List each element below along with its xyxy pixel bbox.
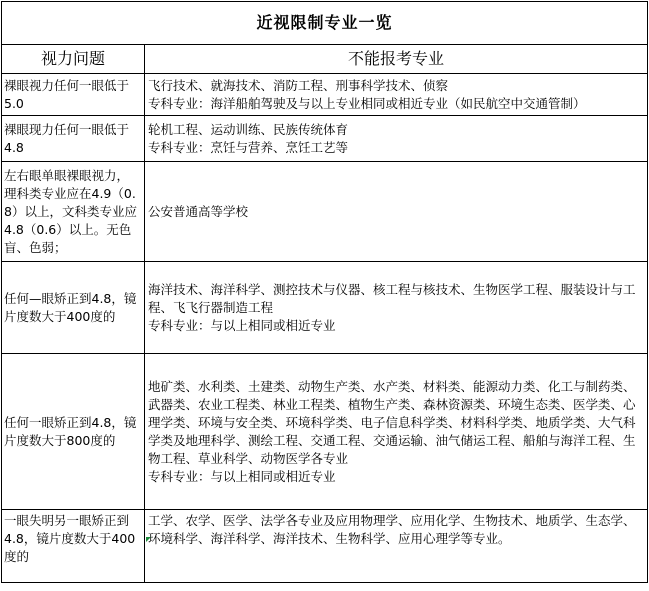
majors-cell[interactable] [145, 162, 648, 262]
vision-cell[interactable]: 左右眼单眼裸眼视力，理科类专业应在4.9（0.8）以上，文科类专业应4.8（0.6）以上。无色盲、色弱； [2, 162, 145, 262]
majors-line: 飞行技术、就海技术、消防工程、刑事科学技术、侦察 [148, 77, 449, 93]
vision-cell[interactable]: 裸眼视力任何一眼低于5.0 [2, 74, 145, 116]
majors-line: 专科专业：与以上相同或相近专业 [148, 317, 336, 333]
majors-line: 专科专业：与以上相同或相近专业 [148, 468, 336, 484]
majors-line: 专科专业：烹饪与营养、烹饪工艺等 [148, 139, 349, 155]
vision-cell[interactable]: 裸眼现力任何一眼低于4.8 [2, 116, 145, 162]
majors-cell[interactable] [145, 510, 648, 583]
majors-line: 轮机工程、运动训练、民族传统体育 [148, 121, 349, 137]
cell-comment-indicator [146, 537, 151, 542]
vision-cell[interactable]: 任何—眼矫正到4.8，镜片度数大于400度的 [2, 262, 145, 354]
majors-cell[interactable] [145, 354, 648, 510]
title-row [2, 2, 648, 45]
majors-line: 海洋技术、海洋科学、测控技术与仪器、核工程与核技术、生物医学工程、服装设计与工程、飞飞行器制造工程 [148, 281, 636, 315]
majors-line: 公安普通高等学校 [148, 203, 249, 219]
table-row [2, 116, 648, 162]
majors-line: 专科专业：海洋船舶驾驶及与以上专业相同或相近专业（如民航空中交通管制） [148, 95, 586, 111]
table-row [2, 354, 648, 510]
vision-cell[interactable]: 任何一眼矫正到4.8，镜片度数大于800度的 [2, 354, 145, 510]
majors-cell[interactable] [145, 262, 648, 354]
majors-line: 地矿类、水利类、土建类、动物生产类、水产类、材料类、能源动力类、化工与制药类、武器类、农业工程类、林业工程类、植物生产类、森林资源类、环境生态类、医学类、心理学类、环境与安全类、环境科学类、电子信息科学类、材料科学类、地质学类、大气科学类及地理科学、测绘工程、交通工程、交通运输、油气储运工程、船舶与海洋工程、生物工程、草业科学、动物医学各专业 [148, 378, 636, 466]
majors-cell[interactable] [145, 116, 648, 162]
table-row [2, 74, 648, 116]
table-title[interactable]: 近视限制专业一览 [2, 2, 648, 45]
vision-restriction-table [1, 1, 648, 583]
table-row [2, 510, 648, 583]
vision-cell[interactable]: 一眼失明另一眼矫正到4.8，镜片度数大于400度的 [2, 510, 145, 583]
header-vision[interactable]: 视力问题 [2, 45, 145, 74]
table-row [2, 162, 648, 262]
header-row [2, 45, 648, 74]
majors-line: 工学、农学、医学、法学各专业及应用物理学、应用化学、生物技术、地质学、生态学、环境科学、海洋科学、海洋技术、生物科学、应用心理学等专业。 [148, 513, 636, 546]
majors-cell[interactable] [145, 74, 648, 116]
table-row [2, 262, 648, 354]
header-forbidden-majors[interactable]: 不能报考专业 [145, 45, 648, 74]
